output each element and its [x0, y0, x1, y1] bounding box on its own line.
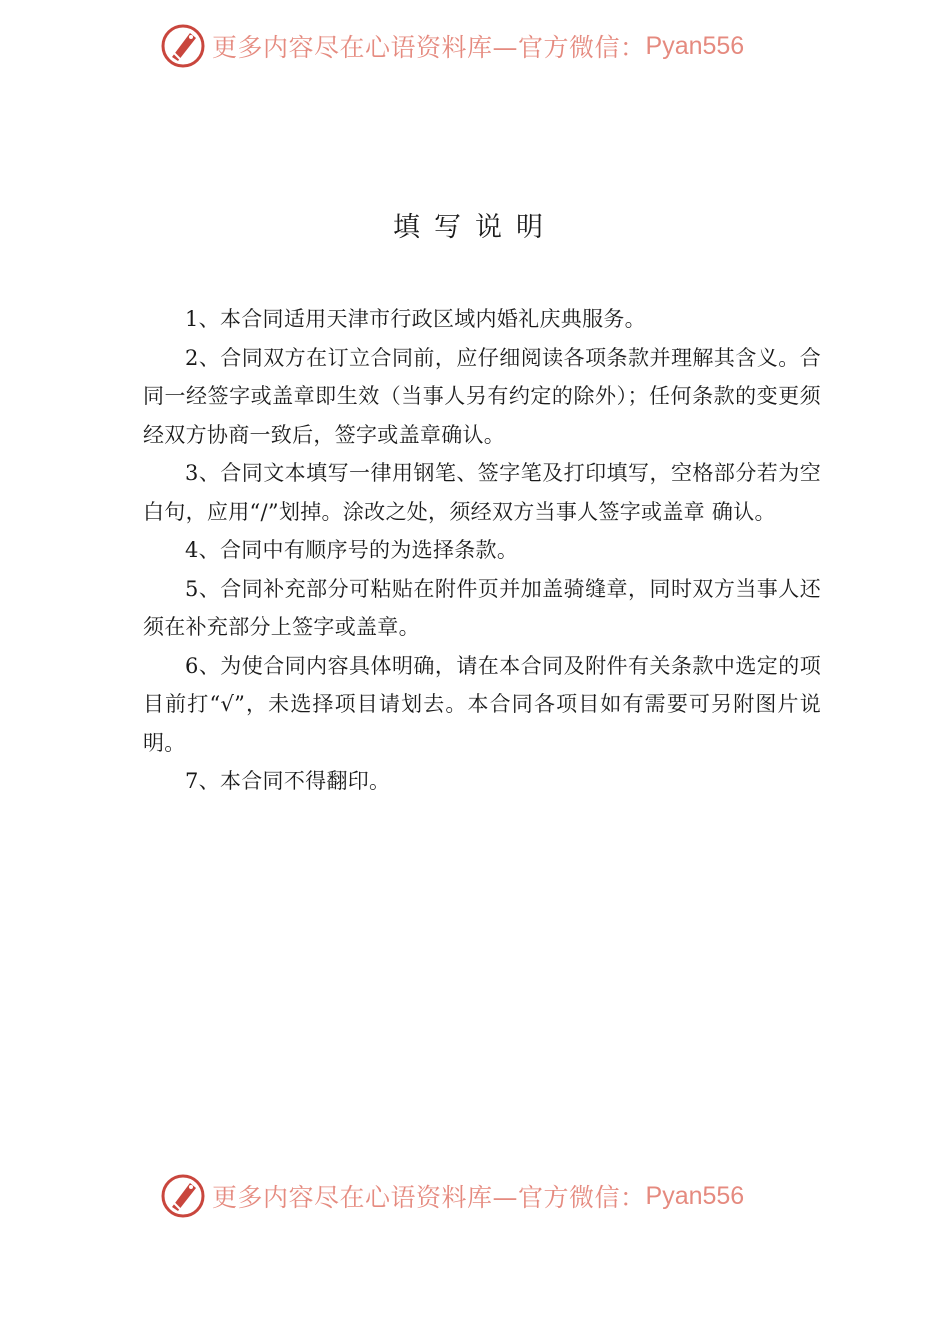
instruction-item: 4、合同中有顺序号的为选择条款。 [185, 538, 519, 562]
instruction-item: 3、合同文本填写一律用钢笔、签字笔及打印填写，空格部分若为空白句，应用“/”划掉。涂改之处，须经双方当事人签字或盖章 确认。 [143, 461, 821, 524]
instruction-item: 2、合同双方在订立合同前，应仔细阅读各项条款并理解其含义。合同一经签字或盖章即生效（当事人另有约定的除外）；任何条款的变更须经双方协商一致后，签字或盖章确认。 [143, 345, 821, 447]
instruction-item: 5、合同补充部分可粘贴在附件页并加盖骑缝章，同时双方当事人还须在补充部分上签字或盖章。 [143, 576, 821, 639]
footer-banner [160, 1170, 744, 1222]
banner-wechat-id: Pyan556 [645, 1181, 745, 1210]
page-title: 填写说明 [393, 212, 557, 243]
header-banner [160, 20, 744, 72]
pen-nib-logo-icon [160, 23, 206, 69]
banner-text: 更多内容尽在心语资料库—官方微信： [212, 33, 646, 62]
pen-nib-logo-icon [160, 1173, 206, 1219]
instruction-item: 7、本合同不得翻印。 [185, 769, 391, 793]
instruction-item: 6、为使合同内容具体明确，请在本合同及附件有关条款中选定的项目前打“√”，未选择项目请划去。本合同各项目如有需要可另附图片说明。 [143, 653, 821, 755]
instruction-item: 1、本合同适用天津市行政区域内婚礼庆典服务。 [185, 307, 646, 331]
instructions-body [143, 300, 821, 801]
banner-text: 更多内容尽在心语资料库—官方微信： [212, 1183, 646, 1212]
banner-wechat-id: Pyan556 [645, 31, 745, 60]
